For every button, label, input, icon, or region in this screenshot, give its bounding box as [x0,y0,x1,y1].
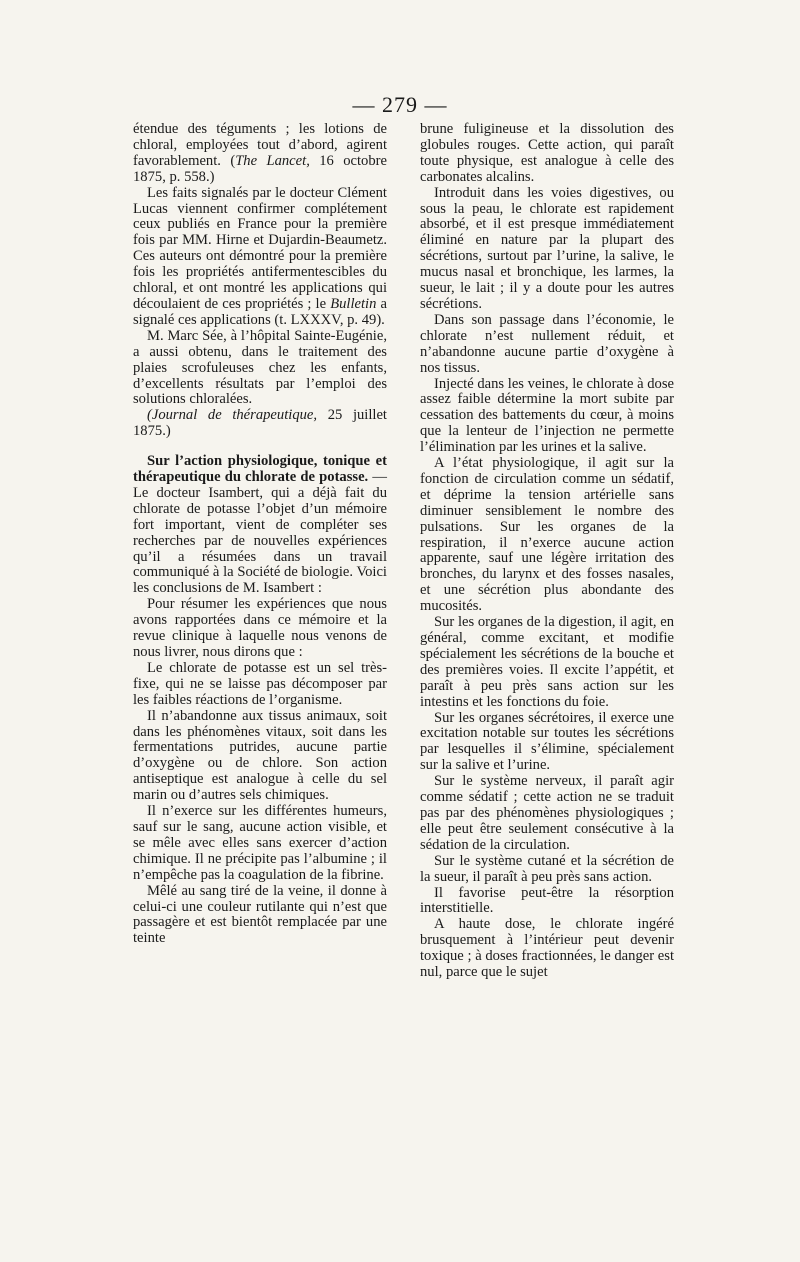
paragraph: Sur les organes sécrétoires, il exerce une excitation notable sur toutes les sécrétions par lesquelles il s’élimine, spécialement sur la salive et l’urine. [420,709,674,774]
text: 25 juillet 1875.) [133,407,387,440]
text: a signalé ces applications (t. LXXXV, p. 49). [133,295,387,328]
paragraph: Sur les organes de la digestion, il agit, en général, comme excitant, et modifie spécialement les sécrétions de la bouche et des premières voies. Il excite l’appétit, et paraît à peu près sans action sur les intestins et les fonctions du foie. [420,614,674,710]
section-gap [133,440,387,454]
citation: (Journal de thérapeutique, [147,407,318,424]
paragraph: Il favorise peut-être la résorption interstitielle. [420,884,674,917]
paragraph: Mêlé au sang tiré de la veine, il donne à celui-ci une couleur rutilante qui n’est que passagère et est bientôt remplacée par une teinte [133,882,387,947]
paragraph: Il n’abandonne aux tissus animaux, soit dans les phénomènes vitaux, soit dans les fermentations putrides, aucune partie d’oxygène ou de chlore. Son action antiseptique est analogue à celle du sel marin ou d’autres sels chimiques. [133,707,387,804]
paragraph: Injecté dans les veines, le chlorate à dose assez faible détermine la mort subite par cessation des battements du cœur, à moins que la lenteur de l’injection ne permette l’élimination par les urines et la salive. [420,375,674,456]
text: étendue des téguments ; les lotions de chloral, employées tout d’abord, agirent favorablement. ( [133,121,387,169]
page-number: — 279 — [352,92,448,117]
paragraph: Sur le système nerveux, il paraît agir comme sédatif ; cette action ne se traduit pas par des phénomènes physiologiques ; elle peut être seulement consécutive à la sédation de la circulation. [420,773,674,853]
paragraph [133,408,387,440]
right-column [420,122,674,981]
paragraph: Sur le système cutané et la sécrétion de la sueur, il paraît à peu près sans action. [420,852,674,885]
paragraph: brune fuligineuse et la dissolution des globules rouges. Cette action, qui paraît toute physique, est analogue à celle des carbonates alcalins. [420,121,674,185]
paragraph: Dans son passage dans l’économie, le chlorate n’est nullement réduit, et n’abandonne aucune partie d’oxygène à nos tissus. [420,311,674,376]
paragraph: Pour résumer les expériences que nous avons rapportées dans ce mémoire et la revue clinique à laquelle nous venons de nous livrer, nous dirons que : [133,596,387,660]
paragraph: Le chlorate de potasse est un sel très-fixe, qui ne se laisse pas décomposer par les faibles réactions de l’organisme. [133,659,387,708]
text: 16 octobre 1875, p. 558.) [133,152,387,185]
paragraph: A l’état physiologique, il agit sur la fonction de circulation comme un sédatif, et déprime la tension artérielle sans diminuer sensiblement le nombre des pulsations. Sur les organes de la respiration, il n’exerce aucune action apparente, sauf une légère irritation des bronches, du larynx et des fosses nasales, et une sécrétion plus abondante des mucosités. [420,455,674,615]
paragraph: Introduit dans les voies digestives, ou sous la peau, le chlorate est rapidement absorbé, et il est presque immédiatement éliminé en nature par la plupart des sécrétions, surtout par l’urine, la salive, le mucus nasal et bronchique, les larmes, la sueur, le lait ; il y a doute pour les autres sécrétions. [420,184,674,312]
paragraph: Il n’exerce sur les différentes humeurs, sauf sur le sang, aucune action visible, et se mêle avec elles sans exercer d’action chimique. Il ne précipite pas l’albumine ; il n’empêche pas la coagulation de la fibrine. [133,803,387,883]
section-title: Sur l’action physiologique, tonique et thérapeutique du chlorate de potasse. [133,453,387,486]
left-column [133,122,387,947]
paragraph [133,454,387,597]
citation: The Lancet, [235,152,310,169]
paragraph: A haute dose, le chlorate ingéré brusquement à l’intérieur peut devenir toxique ; à doses fractionnées, le danger est nul, parce que le sujet [420,916,674,981]
citation: Bulletin [330,295,377,312]
paragraph [133,186,387,329]
paragraph: M. Marc Sée, à l’hôpital Sainte-Eugénie, a aussi obtenu, dans le traitement des plaies scrofuleuses chez les enfants, d’excellents résultats par l’emploi des solutions chloralées. [133,327,387,408]
text: Les faits signalés par le docteur Clément Lucas viennent confirmer complétement ceux publiés en France pour la première fois par MM. Hirne et Dujardin-Beaumetz. Ces auteurs ont démontré pour la première fois les propriétés antifermentescibles du chloral, et ont montré les applications qui découlaient de ces propriétés ; le [133,184,387,312]
paragraph [133,122,387,186]
text: — Le docteur Isambert, qui a déjà fait du chlorate de potasse l’objet d’un mémoire fort important, vient de compléter ses recherches par de nouvelles expériences qu’il a résumées dans un travail communiqué à la Société de biologie. Voici les conclusions de M. Isambert : [133,469,387,597]
